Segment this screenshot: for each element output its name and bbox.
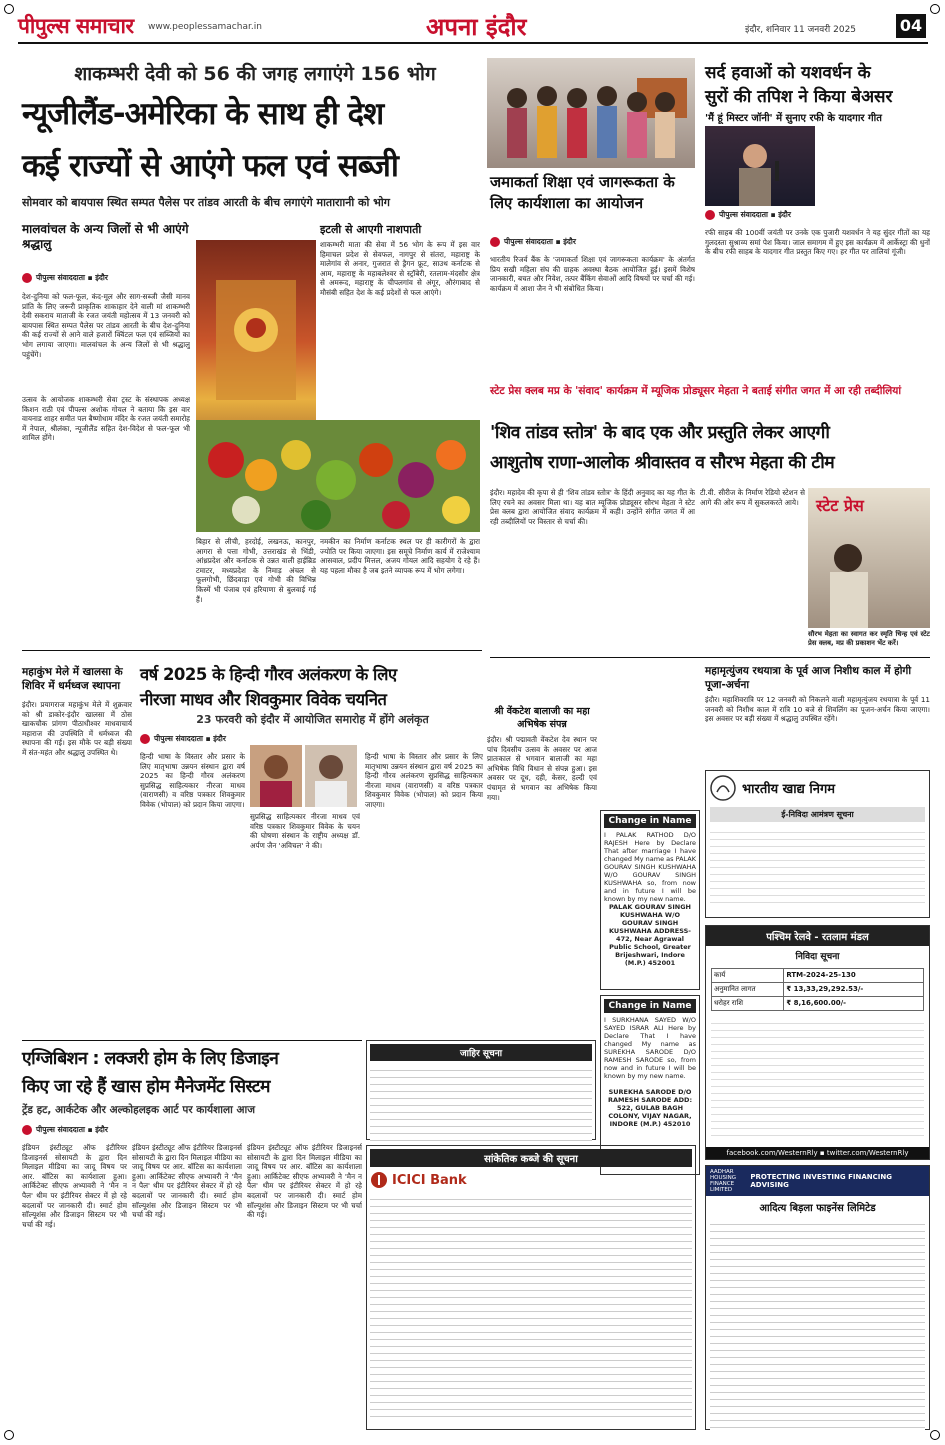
- story9-byline: [22, 1125, 108, 1135]
- table-row: [712, 969, 923, 983]
- possession-notice-title: सांकेतिक कब्जे की सूचना: [370, 1149, 692, 1167]
- fci-tender-notice: [705, 770, 930, 918]
- story8-headline: श्री वेंकटेश बालाजी का महा अभिषेक संपन्न: [494, 706, 590, 730]
- lead-photo-fruits: [196, 420, 480, 532]
- table-cell: ₹ 13,33,29,292.53/-: [786, 985, 864, 993]
- registration-mark: [4, 1430, 14, 1440]
- lead-body-col3b: नमकीन का निर्माण कर्नाटक स्थल पर ही कारीगरों के द्वारा ज्योति पर किया जाएगा। इस समूचे निर्माण कार्य में राजेश्याम आसवाल, प्रदीप मित्तल, अजय गोयल आदि सहयोग दे रहे हैं। यह पहला मौका है जब इतने व्यापक रूप में भोग लगेगा।: [320, 537, 480, 575]
- lead-deck: सोमवार को बायपास स्थित सम्पत पैलेस पर तांडव आरती के बीच लगाएंगे माताराानी को भोग: [22, 196, 390, 209]
- notice-text: I PALAK RATHOD D/O RAJESH Here by Declare That after marriage I have changed My name as PALAK GOURAV SINGH KUSHWAHA W/O GOURAV SINGH KUSHWAHA so, from now and in future I will be known by my new name.: [604, 831, 696, 903]
- fci-body: [710, 826, 925, 906]
- aadhar-body: [710, 1218, 925, 1433]
- railway-tender-notice: [705, 925, 930, 1160]
- story3-headline-line1: सर्द हवाओं को यशवर्धन के: [705, 63, 871, 83]
- workshop-headline: जमाकर्ता शिक्षा एवं जागरूकता के लिए कार्यशाला का आयोजन: [490, 173, 675, 212]
- byline-icon: [22, 273, 32, 283]
- fci-logo-icon: [710, 775, 736, 801]
- notice-signature: SUREKHA SARODE D/O RAMESH SARODE ADD: 522, GULAB BAGH COLONY, VIJAY NAGAR, INDORE (M.P.) 452010: [607, 1088, 693, 1128]
- registration-mark: [4, 4, 14, 14]
- lead-subhead-2: इटली से आएगी नाशपाती: [320, 223, 422, 236]
- table-cell: धरोहर राशि: [712, 997, 784, 1010]
- table-cell: अनुमानित लागत: [712, 983, 784, 996]
- state-press-badge: स्टेट प्रेस: [816, 496, 864, 515]
- divider: [490, 657, 930, 658]
- section-title: अपना इंदौर: [426, 13, 527, 41]
- story3-byline: [705, 210, 791, 220]
- fci-title: भारतीय खाद्य निगम: [742, 782, 836, 797]
- masthead-rule: [18, 42, 928, 44]
- story3-body: रफी साहब की 100वीं जयंती पर उनके एक पुजारी यशवर्धन ने यह सुंदर गीतों का यह गुलदस्ता सुश्राव्य समां पेश किया। जाल समागम में हुए इस कार्यक्रम में आर्केस्ट्रा की धुनों के बीच रफी साहब के यादगार गीत प्रस्तुत किए गए। हर गीत पर तालियां गूंजी।: [705, 228, 930, 257]
- aadhar-finance-notice: [705, 1165, 930, 1430]
- lead-body-col1b: उत्सव के आयोजक शाकम्भरी सेवा ट्रस्ट के संस्थापक अध्यक्ष किशन राठी एवं पीपल्स अशोक गोयल ने बताया कि इस वार वायनाड शाहर समीत पल बैष्णोधाम मंदिर के रजत जयंती समारोह में नेपाल, श्रीलंका, न्यूजीलैंड सहित देश-विदेश से फल-फूल भी शामिल होंगे।: [22, 395, 190, 443]
- story3-deck: 'मैं हूं मिस्टर जॉनी' में सुनाए रफी के यादगार गीत: [705, 113, 882, 124]
- story4-headline-line2: आशुतोष राणा-आलोक श्रीवास्तव व सौरभ मेहता की टीम: [490, 453, 835, 473]
- railway-body: [711, 1017, 924, 1137]
- story9-byline-text: पीपुल्स संवाददाता ▪ इंदौर: [36, 1125, 108, 1134]
- story7-body: इंदौर। महाशिवरात्रि पर 12 जनवरी को निकलने वाली महामृत्युंजय रथयात्रा के पूर्व 11 जनवरी को निशीथ काल में रात्रि 10 बजे से शिवलिंग का पूजन-अर्चन किया जाएगा। इस अवसर पर बड़ी संख्या में श्रद्धालु उपस्थित रहेंगे।: [705, 695, 930, 724]
- fruits-vegetables-icon: [196, 420, 480, 532]
- table-cell: कार्य: [712, 969, 784, 982]
- brand-logo: पीपुल्स समाचार: [18, 14, 134, 38]
- singer-icon: [705, 126, 815, 206]
- lead-body-col2: बिहार से लीची, हरदोई, लखनऊ, कानपुर, आगरा से पत्ता गोभी, उत्तराखंड से भिंडी, आंध्रप्रदेश और कर्नाटक से उन्नत वाली हाईब्रिड टमाटर, मध्यप्रदेश के निमाड़ अंचल से फूलगोभी, छिंदवाड़ा एवं गोभी की विभिन्न किस्में भी पंजाब एवं हरियाणा से बुलवाई गई हैं।: [196, 537, 316, 604]
- story4-photo-caption: सौरभ मेहता का स्वागत कर स्मृति चिन्ह एवं स्टेट प्रेस क्लब, मप्र की प्रकाशन भेंट करें।: [808, 630, 930, 647]
- story2-body: भारतीय रिजर्व बैंक के 'जमाकर्ता शिक्षा एवं जागरूकता कार्यक्रम' के अंतर्गत प्रिय सखी महिला संघ की ग्राहक अवस्था बैठक आयोजित हुई। इसमें विशेष जानकारी, बचत और निवेश, तत्पर बैंकिंग सेवाओं आदि विषयों पर चर्चा की गई। कार्यक्रम में आशा जैन ने भी संबोधित किया।: [490, 255, 695, 293]
- story5-body: इंदौर। प्रयागराज महाकुंभ मेले में शुक्रवार को श्री डाकोर-इंदौर खालसा में ठोस खाकचौक प्रांगण पीठाधीश्वर माधवाचार्य महाराज की उपस्थिति में धर्मध्वज की स्थापना की गई। इस मौके पर बड़ी संख्या में संत-महंत और श्रद्धालु उपस्थित थे।: [22, 700, 132, 757]
- lead-headline-line2: कई राज्यों से आएंगे फल एवं सब्जी: [22, 148, 398, 184]
- lead-subhead-1: मालवांचल के अन्य जिलों से भी आएंगे श्रद्धालु: [22, 222, 189, 251]
- story9-body-col1: इंडियन इंस्टीट्यूट ऑफ इंटीरियर डिजाइनर्स सोसायटी के द्वारा दिन मिलाइल मीडिया का जादू विषय पर आर. बॉटिस का कार्यशाला हुआ। आर्किटेक्ट सीएफ अभ्यावरी ने 'मैन न पैल' थीम पर इंटीरियर सेक्टर में हो रहे बदलावों पर जानकारी दी। स्मार्ट होम सॉल्यूशंस और डिजाइन सिस्टम पर भी चर्चा की गई।: [22, 1143, 127, 1229]
- divider: [22, 1040, 362, 1041]
- workshop-photo: [487, 58, 695, 168]
- bank-name: ICICI Bank: [392, 1172, 467, 1188]
- registration-mark: [930, 4, 940, 14]
- story6-headline-line2: नीरजा माधव और शिवकुमार विवेक चयनित: [140, 690, 387, 709]
- lead-byline-text: पीपुल्स संवाददाता ▪ इंदौर: [36, 273, 108, 282]
- table-cell: ₹ 8,16,600.00/-: [786, 999, 847, 1007]
- registration-mark: [930, 1430, 940, 1440]
- lead-headline-line1: न्यूजीलैंड-अमेरिका के साथ ही देश: [22, 96, 384, 132]
- story6-byline: [140, 734, 226, 744]
- story4-photo: [808, 488, 930, 628]
- story4-body2: टी.वी. सीरीज के निर्माण रेडियो स्टेशन से आगे की ओर रूप में सुकलकरते आये।: [700, 488, 805, 507]
- table-cell: RTM-2024-25-130: [786, 971, 856, 979]
- byline-icon: [705, 210, 715, 220]
- aadhar-title: आदित्य बिड़ला फाइनेंस लिमिटेड: [759, 1203, 876, 1214]
- notice-signature: PALAK GOURAV SINGH KUSHWAHA W/O GOURAV SINGH KUSHWAHA ADDRESS- 472, Near Agrawal Public School, Greater Brijeshwari, Indore (M.P.) 452001: [608, 903, 691, 967]
- public-notice-title: जाहिर सूचना: [370, 1044, 592, 1061]
- story3-photo: [705, 126, 815, 206]
- story4-body: इंदौर। महादेव की कृपा से ही 'शिव तांडव स्तोत्र' के हिंदी अनुवाद का यह गीत के लिए रचने का अवसर मिला था। यह बात म्यूजिक प्रोड्यूसर सौरभ मेहता ने स्टेट प्रेस क्लब द्वारा आयोजित संवाद कार्यक्रम में कही। उन्होंने संगीत जगत में आ रही तब्दीलियों पर विस्तार से चर्चा की।: [490, 488, 695, 526]
- website-url: www.peoplessamachar.in: [148, 22, 262, 32]
- story9-headline-line2: किए जा रहे हैं खास होम मैनेजमेंट सिस्टम: [22, 1077, 270, 1097]
- aadhar-tagline: PROTECTING INVESTING FINANCING ADVISING: [750, 1173, 892, 1189]
- story3-headline-line2: सुरों की तपिश ने किया बेअसर: [705, 87, 893, 107]
- story6-photo-shivkumar: [305, 745, 357, 807]
- divider: [22, 650, 482, 651]
- story6-photo-neerja: [250, 745, 302, 807]
- possession-notice-body: [370, 1193, 692, 1423]
- icici-possession-notice: [366, 1145, 696, 1430]
- dateline: इंदौर, शनिवार 11 जनवरी 2025: [745, 25, 857, 35]
- icici-logo-icon: [370, 1171, 388, 1189]
- table-row: [712, 997, 923, 1010]
- story7-headline: महामृत्युंजय रथयात्रा के पूर्व आज निशीथ काल में होगी पूजा-अर्चना: [705, 665, 912, 691]
- story6-body2: सुप्रसिद्ध साहित्यकार नीरजा माधव एवं वरिष्ठ पत्रकार शिवकुमार विवेक के चयन की घोषणा संस्थान के राष्ट्रीय अध्यक्ष डॉ. अर्पण जैन 'अविचल' ने की।: [250, 812, 360, 850]
- story6-body-cont: हिन्दी भाषा के विस्तार और प्रसार के लिए मातृभाषा उन्नयन संस्थान द्वारा वर्ष 2025 का हिन्दी गौरव अलंकरण सुप्रसिद्ध साहित्यकार नीरजा माधव (वाराणसी) व वरिष्ठ पत्रकार शिवकुमार विवेक (भोपाल) को प्रदान किया जाएगा।: [365, 752, 483, 809]
- lead-byline: [22, 273, 108, 283]
- byline-icon: [490, 237, 500, 247]
- story8-body: इंदौर। श्री पद्मावती वेंकटेश देव स्थान पर पांच दिवसीय उत्सव के अवसर पर आज प्रातःकाल से भगवान बालाजी का महा अभिषेक विधि विधान से संपन्न हुआ। इस अवसर पर दूध, दही, केसर, हल्दी एवं पंचामृत से भगवान का अभिषेक किया गया।: [487, 735, 597, 802]
- portrait-icon: [305, 745, 357, 807]
- story6-deck: 23 फरवरी को इंदौर में आयोजित समारोह में होंगे अलंकृत: [196, 713, 429, 726]
- table-row: [712, 983, 923, 997]
- story9-headline-line1: एग्जिबिशन : लक्जरी होम के लिए डिजाइन: [22, 1049, 279, 1069]
- fci-subtitle: ई-निविदा आमंत्रण सूचना: [710, 807, 925, 822]
- public-notice: [366, 1040, 596, 1140]
- notice-text: I SURKHANA SAYED W/O SAYED ISRAR ALI Here by Declare That I have changed My name as SUREKHA SARODE D/O RAMESH SARODE so, from now and in future I will be known by my new name.: [604, 1016, 696, 1080]
- masthead: [0, 0, 945, 44]
- story6-body: हिन्दी भाषा के विस्तार और प्रसार के लिए मातृभाषा उन्नयन संस्थान द्वारा वर्ष 2025 का हिन्दी गौरव अलंकरण सुप्रसिद्ध साहित्यकार नीरजा माधव (वाराणसी) व वरिष्ठ पत्रकार शिवकुमार विवेक (भोपाल) को प्रदान किया जाएगा।: [140, 752, 245, 809]
- aadhar-brand: AADHAR HOUSING FINANCE LIMITED: [710, 1169, 736, 1193]
- lead-kicker: शाकम्भरी देवी को 56 की जगह लगाएंगे 156 भोग: [74, 63, 436, 85]
- story9-deck: ट्रेंड हट, आर्कटेक और अल्कोहलइक आर्ट पर कार्यशाला आज: [22, 1104, 256, 1116]
- byline-icon: [22, 1125, 32, 1135]
- lead-body-col3: शाकम्भरी माता की सेवा में 56 भोग के रूप में इस वार हिमाचल प्रदेश से सेवफल, नागपुर से संतरा, महाराष्ट्र के मालेगांव से अनार, गुजरात से ड्रैगन फ्रूट, साउथ कर्नाटक से आम, महाराष्ट्र के महाबलेश्वर से स्ट्रॉबेरी, रतलाम-मंदसौर क्षेत्र से अमरूद, महाराष्ट्र के चीपलगांव से अंगूर, औरंगाबाद से मौसंबी सहित देश के कई प्रदेशों से फल आएंगे।: [320, 240, 480, 297]
- story4-kicker: स्टेट प्रेस क्लब मप्र के 'संवाद' कार्यक्रम में म्यूजिक प्रोड्यूसर मेहता ने बताई संगीत जगत में आ रही तब्दीलियां: [490, 385, 902, 397]
- lead-body-col1: देश-दुनिया को फल-फूल, कंद-मूल और साग-सब्जी जैसी मानव प्रांति के लिए जरूरी प्राकृतिक शाकाहार देने वाली मां शाकम्भरी देवी सकराय माताजी के रजत जयंती महोत्सव में 13 जनवरी को बायपास स्थित सम्पत पैलेस पर तांडव आरती के बीच देश-दुनिया की कई राज्यों से आने वाले हजारों क्विंटल फल एवं सब्जियों का भोग लगाया जाएगा। मालवांचल के अन्य जिलों से भी श्रद्धालु पहुंचेंगे।: [22, 292, 190, 359]
- byline-icon: [140, 734, 150, 744]
- story6-headline-line1: वर्ष 2025 के हिन्दी गौरव अलंकरण के लिए: [140, 665, 397, 684]
- story3-byline-text: पीपुल्स संवाददाता ▪ इंदौर: [719, 210, 791, 219]
- story2-byline: [490, 237, 576, 247]
- story9-body-col3: इंडियन इंस्टीट्यूट ऑफ इंटीरियर डिजाइनर्स सोसायटी के द्वारा दिन मिलाइल मीडिया का जादू विषय पर आर. बॉटिस का कार्यशाला हुआ। आर्किटेक्ट सीएफ अभ्यावरी ने 'मैन न पैल' थीम पर इंटीरियर सेक्टर में हो रहे बदलावों पर जानकारी दी। स्मार्ट होम सॉल्यूशंस और डिजाइन सिस्टम पर भी चर्चा की गई।: [247, 1143, 362, 1220]
- railway-subtitle: निविदा सूचना: [795, 952, 840, 962]
- page-number: 04: [896, 14, 926, 38]
- public-notice-body: [370, 1064, 592, 1144]
- story5-headline: महाकुंभ मेले में खालसा के शिविर में धर्मध्वज स्थापना: [22, 666, 123, 692]
- story2-byline-text: पीपुल्स संवाददाता ▪ इंदौर: [504, 237, 576, 246]
- story9-body-col2: इंडियन इंस्टीट्यूट ऑफ इंटीरियर डिजाइनर्स सोसायटी के द्वारा दिन मिलाइल मीडिया का जादू विषय पर आर. बॉटिस का कार्यशाला हुआ। आर्किटेक्ट सीएफ अभ्यावरी ने 'मैन न पैल' थीम पर इंटीरियर सेक्टर में हो रहे बदलावों पर जानकारी दी। स्मार्ट होम सॉल्यूशंस और डिजाइन सिस्टम पर भी चर्चा की गई।: [132, 1143, 242, 1220]
- portrait-icon: [250, 745, 302, 807]
- change-of-name-title: Change in Name: [604, 999, 696, 1013]
- railway-title: पश्चिम रेलवे - रतलाम मंडल: [706, 926, 929, 946]
- story4-headline-line1: 'शिव तांडव स्तोत्र' के बाद एक और प्रस्तुति लेकर आएगी: [490, 423, 830, 443]
- railway-social-links[interactable]: facebook.com/WesternRly ▪ twitter.com/WesternRly: [706, 1147, 929, 1159]
- change-of-name-notice-1: [600, 810, 700, 990]
- story6-byline-text: पीपुल्स संवाददाता ▪ इंदौर: [154, 734, 226, 743]
- group-photo-icon: [487, 58, 695, 168]
- railway-table: [711, 968, 924, 1011]
- change-of-name-title: Change in Name: [604, 814, 696, 828]
